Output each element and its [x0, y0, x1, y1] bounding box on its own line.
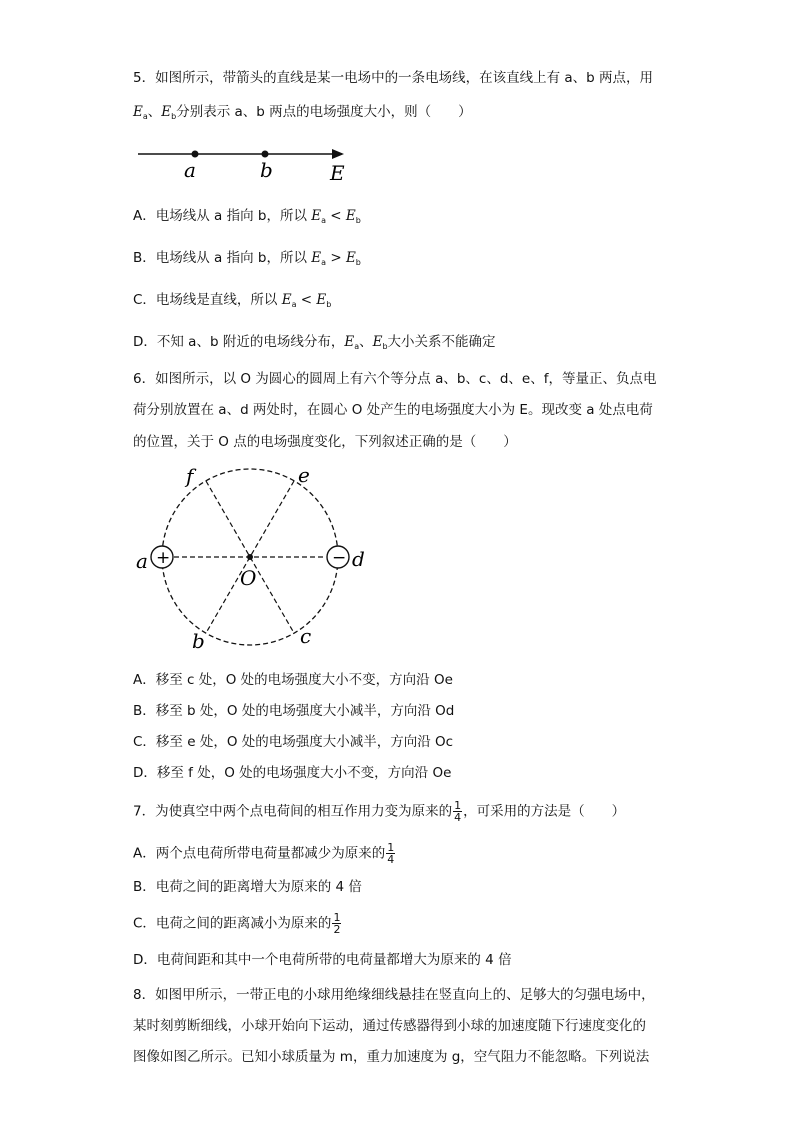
- q5-option-d-sub2: b: [382, 342, 388, 351]
- q5-option-d-sep: 、: [359, 334, 373, 350]
- field-E-label: E: [330, 161, 345, 185]
- center-O-label: O: [240, 566, 257, 590]
- q5-option-c-sub1: a: [291, 300, 297, 309]
- q5-option-a[interactable]: [133, 206, 361, 231]
- q5-option-b[interactable]: [133, 248, 361, 273]
- q5-option-c-sub2: b: [326, 300, 332, 309]
- q5-option-a-sub2: b: [355, 216, 361, 225]
- q5-eb-symbol: E: [161, 104, 172, 120]
- q5-eb-sub: b: [171, 112, 177, 121]
- q7-stem: [133, 800, 625, 823]
- fraction-numerator: 1: [454, 799, 462, 812]
- fraction-denominator: 2: [333, 923, 341, 936]
- q5-option-c-e: E: [281, 292, 292, 308]
- q7-option-c-text: C．电荷之间的距离减小为原来的: [133, 915, 332, 932]
- q5-option-d-text1: D．不知 a、b 附近的电场线分布，: [133, 334, 345, 350]
- q5-stem-line2: [133, 102, 472, 127]
- negative-charge-sign: −: [332, 548, 347, 568]
- q5-option-c-text: C．电场线是直线，所以: [133, 292, 282, 308]
- point-c-label: c: [300, 624, 312, 648]
- q6-circle-figure: [130, 460, 380, 660]
- q6-option-a[interactable]: A．移至 c 处，O 处的电场强度大小不变，方向沿 Oe: [133, 672, 453, 688]
- q5-option-d-e2: E: [372, 334, 383, 350]
- q6-stem-line2: 荷分别放置在 a、d 两处时，在圆心 O 处产生的电场强度大小为 E。现改变 a 处点电荷: [133, 402, 653, 418]
- q5-option-d-sub1: a: [354, 342, 360, 351]
- fraction-denominator: 4: [387, 853, 395, 866]
- q5-option-a-op: < E: [326, 208, 356, 224]
- positive-charge-sign: +: [156, 548, 171, 568]
- q7-stem-pre: 7．为使真空中两个点电荷间的相互作用力变为原来的: [133, 803, 453, 820]
- q5-option-a-sub1: a: [321, 216, 327, 225]
- q7-stem-post: ，可采用的方法是（ ）: [463, 803, 626, 820]
- q5-option-c[interactable]: [133, 290, 331, 315]
- q5-option-b-sub1: a: [321, 258, 327, 267]
- q5-sep: 、: [147, 104, 162, 120]
- q6-option-c[interactable]: C．移至 e 处，O 处的电场强度大小减半，方向沿 Oc: [133, 734, 454, 750]
- q5-ea-symbol: E: [133, 104, 143, 120]
- q7-option-a-fraction: [386, 842, 395, 865]
- field-arrowhead: [332, 149, 344, 159]
- q5-option-d-e1: E: [344, 334, 355, 350]
- q5-option-b-sub2: b: [355, 258, 361, 267]
- q6-stem-line3: 的位置，关于 O 点的电场强度变化，下列叙述正确的是（ ）: [133, 434, 517, 450]
- point-a-label: a: [184, 158, 196, 182]
- fraction-denominator: 4: [454, 811, 462, 824]
- fraction-numerator: 1: [333, 911, 341, 924]
- point-a-dot: [192, 151, 199, 158]
- q5-option-a-text: A．电场线从 a 指向 b，所以: [133, 208, 312, 224]
- q5-option-b-op: > E: [326, 250, 356, 266]
- q8-stem-line1: 8．如图甲所示，一带正电的小球用绝缘细线悬挂在竖直向上的、足够大的匀强电场中，: [133, 987, 655, 1003]
- q5-stem-line1: 5．如图所示，带箭头的直线是某一电场中的一条电场线，在该直线上有 a、b 两点，用: [133, 70, 654, 86]
- q6-stem-line1: 6．如图所示，以 O 为圆心的圆周上有六个等分点 a、b、c、d、e、f，等量正、负点电: [133, 371, 657, 387]
- point-a-label: a: [136, 549, 148, 573]
- q7-option-d[interactable]: D．电荷间距和其中一个电荷所带的电荷量都增大为原来的 4 倍: [133, 952, 512, 968]
- q5-option-b-e: E: [311, 250, 322, 266]
- q5-option-a-e: E: [311, 208, 322, 224]
- point-f-label: f: [186, 464, 194, 488]
- q7-option-c[interactable]: [133, 912, 342, 935]
- q5-option-d[interactable]: [133, 332, 496, 357]
- q6-option-d[interactable]: D．移至 f 处，O 处的电场强度大小不变，方向沿 Oe: [133, 765, 452, 781]
- q8-stem-line3: 图像如图乙所示。已知小球质量为 m，重力加速度为 g，空气阻力不能忽略。下列说法: [133, 1049, 650, 1065]
- center-O-dot: [247, 554, 253, 560]
- q7-stem-fraction: [453, 800, 462, 823]
- q7-option-a-text: A．两个点电荷所带电荷量都减少为原来的: [133, 845, 386, 862]
- q7-option-c-fraction: [332, 912, 341, 935]
- q8-stem-line2: 某时刻剪断细线，小球开始向下运动，通过传感器得到小球的加速度随下行速度变化的: [133, 1018, 646, 1034]
- q5-stem-rest: 分别表示 a、b 两点的电场强度大小，则（ ）: [176, 104, 472, 120]
- q5-option-c-op: < E: [296, 292, 327, 308]
- q5-option-b-text: B．电场线从 a 指向 b，所以: [133, 250, 312, 266]
- point-b-dot: [262, 151, 269, 158]
- q5-option-d-text2: 大小关系不能确定: [387, 334, 496, 350]
- point-b-label: b: [260, 158, 273, 182]
- q7-option-a[interactable]: [133, 842, 396, 865]
- point-e-label: e: [298, 463, 310, 487]
- q5-field-line-figure: [130, 138, 360, 188]
- fraction-numerator: 1: [387, 841, 395, 854]
- q6-option-b[interactable]: B．移至 b 处，O 处的电场强度大小减半，方向沿 Od: [133, 703, 455, 719]
- q7-option-b[interactable]: B．电荷之间的距离增大为原来的 4 倍: [133, 879, 362, 895]
- q5-ea-sub: a: [142, 112, 148, 121]
- point-b-label: b: [192, 629, 205, 653]
- point-d-label: d: [352, 547, 365, 571]
